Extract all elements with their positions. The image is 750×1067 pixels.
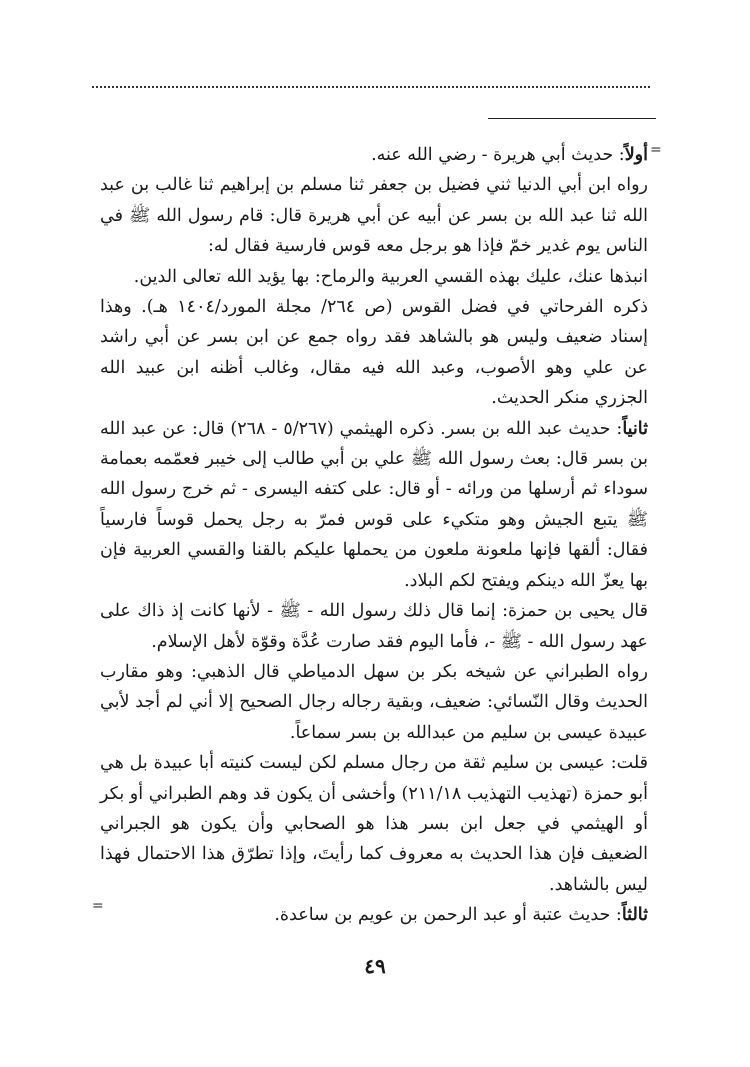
paragraph-text: قلت: عيسى بن سليم ثقة من رجال مسلم لكن ليست كنيته أبا عبيدة بل هي أبو حمزة (تهذيب التهذيب ٢١١/١٨) وأخشى أن يكون قد وهم الطبراني أو بكر أو الهيثمي في جعل ابن بسر هذا هو الصحابي وأن يكون هو الجبراني الضعيف فإن هذا الحديث به معروف كما رأيتَ، وإذا تطرّق هذا الاحتمال فهذا ليس بالشاهد.: [100, 753, 648, 895]
section-lead-2: ثانياً: [622, 418, 648, 439]
page-body: [100, 140, 648, 931]
section-lead-1: أولاً: [624, 145, 648, 165]
paragraph-8: [100, 748, 648, 900]
paragraph-1: [100, 140, 648, 170]
paragraph-4: [100, 292, 648, 414]
paragraph-text: رواه الطبراني عن شيخه بكر بن سهل الدمياطي قال الذهبي: وهو مقارب الحديث وقال النّسائي: ضعيف، وبقية رجاله رجال الصحيح إلا أني لم أجد لأبي عبيدة عيسى بن سليم من عبدالله بن بسر سماعاً.: [100, 661, 648, 743]
margin-mark-top: =: [650, 142, 662, 158]
paragraph-7: [100, 657, 648, 748]
paragraph-text: ذكره الفرحاتي في فضل القوس (ص ٢٦٤/ مجلة المورد/١٤٠٤ هـ). وهذا إسناد ضعيف وليس هو بالشاهد فقد رواه جمع عن ابن بسر عن أبي راشد عن علي وهو الأصوب، وعبد الله فيه مقال، وغالب أظنه ابن عبيد الله الجزري منكر الحديث.: [100, 297, 648, 409]
header-solid-rule: [488, 118, 656, 119]
page-number: ٤٩: [364, 954, 386, 978]
header-dotted-rule: [92, 86, 650, 88]
paragraph-text: رواه ابن أبي الدنيا ثني فضيل بن جعفر ثنا مسلم بن إبراهيم ثنا غالب بن عبد الله ثنا عبد الله بن بسر عن أبيه عن أبي هريرة قال: قام رسول الله ﷺ في الناس يوم غدير خمّ فإذا هو برجل معه قوس فارسية فقال له:: [100, 175, 648, 257]
margin-mark-bottom: =: [92, 898, 104, 914]
paragraph-9: [100, 900, 648, 930]
paragraph-text: : حديث عبد الله بن بسر. ذكره الهيثمي (٥/٢٦٧ - ٢٦٨) قال: عن عبد الله بن بسر قال: بعث رسول الله ﷺ علي بن أبي طالب إلى خيبر فعمّمه بعمامة سوداء ثم أرسلها من ورائه - أو قال: على كتفه اليسرى - ثم خرج رسول الله ﷺ يتبع الجيش وهو متكيء على قوس فمرّ به رجل يحمل قوساً فارسياً فقال: ألقها فإنها ملعونة ملعون من يحملها عليكم بالقنا والقسي العربية فإن بها يعزّ الله دينكم ويفتح لكم البلاد.: [100, 418, 648, 591]
paragraph-5: [100, 414, 648, 596]
paragraph-text: انبذها عنك، عليك بهذه القسي العربية والرماح: بها يؤيد الله تعالى الدين.: [133, 266, 648, 287]
paragraph-6: [100, 596, 648, 657]
paragraph-2: [100, 170, 648, 261]
section-lead-3: ثالثاً: [621, 905, 648, 926]
paragraph-3: [100, 262, 648, 292]
paragraph-text: : حديث عتبة أو عبد الرحمن بن عويم بن ساعدة.: [274, 905, 622, 926]
paragraph-text: قال يحيى بن حمزة: إنما قال ذلك رسول الله - ﷺ - لأنها كانت إذ ذاك على عهد رسول الله - ﷺ -، فأما اليوم فقد صارت عُدَّة وقوّة لأهل الإسلام.: [100, 601, 648, 652]
paragraph-text: : حديث أبي هريرة - رضي الله عنه.: [371, 145, 625, 165]
